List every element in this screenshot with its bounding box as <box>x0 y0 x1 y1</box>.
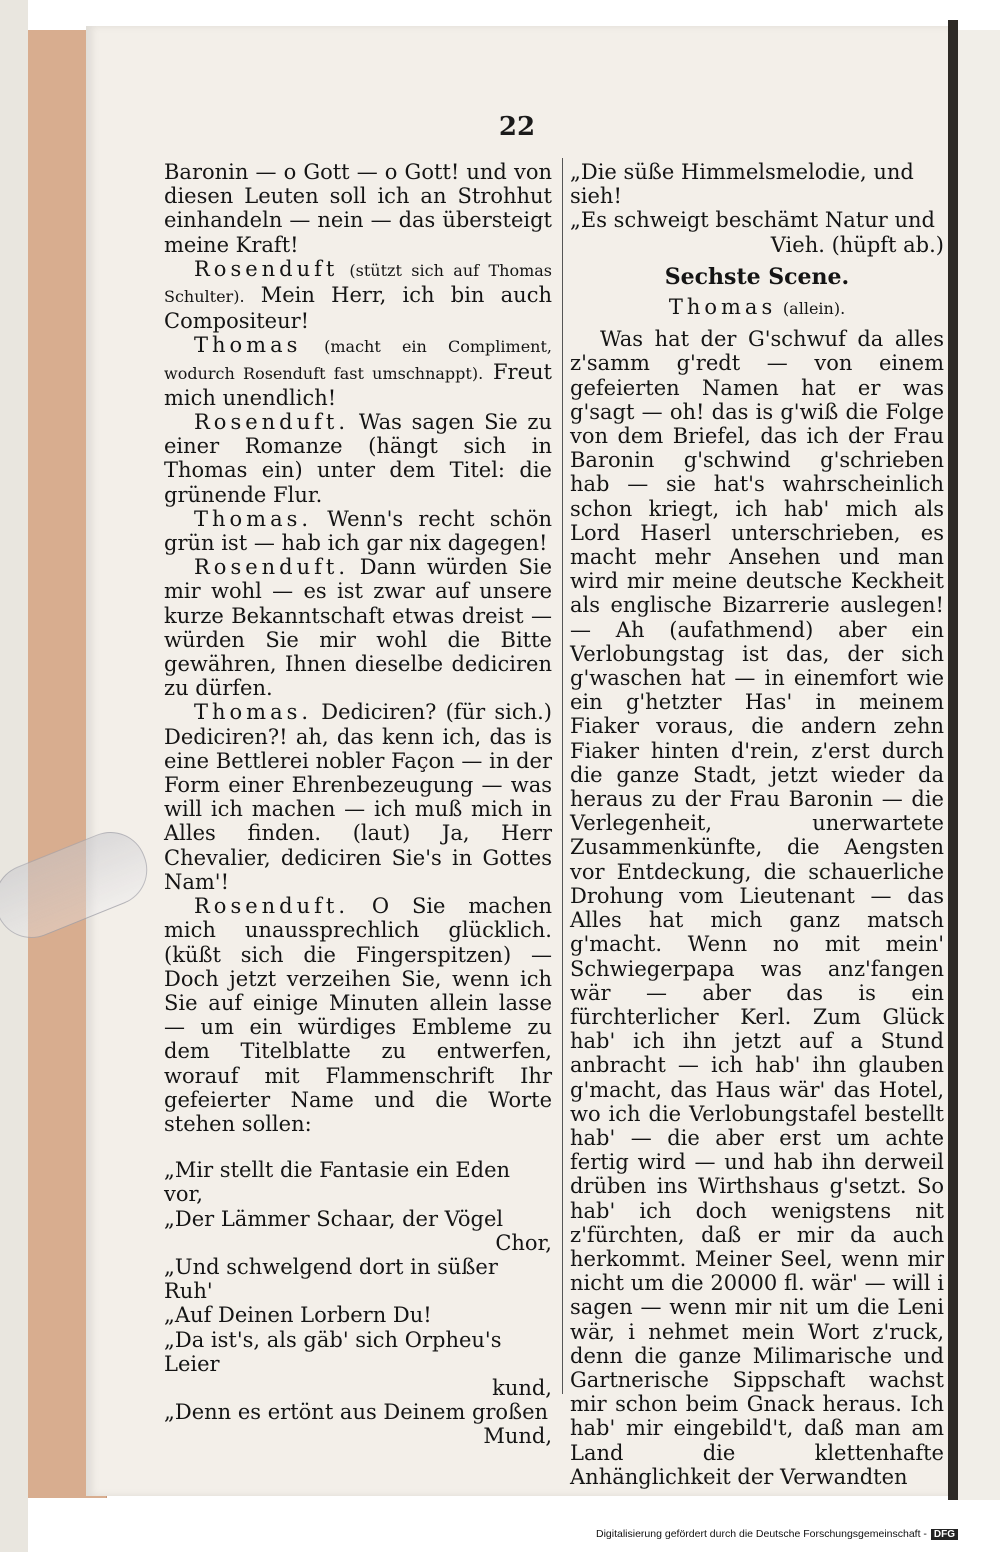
paragraph-text: Freut mich unendlich! <box>164 359 552 410</box>
poem-line: Chor, <box>495 1230 552 1255</box>
left-column <box>164 160 552 1449</box>
paragraph-text: Baronin — o Gott — o Gott! und von diesen Leuten soll ich an Strohhut einhandeln — nein — das übersteigt meine Kraft! <box>164 160 552 257</box>
paragraph <box>164 894 552 1136</box>
digitization-credit <box>596 1528 958 1540</box>
speaker: Thomas. <box>194 506 313 531</box>
credit-text: Digitalisierung gefördert durch die Deutsche Forschungsgemeinschaft - <box>596 1528 927 1540</box>
poem-line: „Und schwelgend dort in süßer Ruh' <box>164 1254 498 1304</box>
stage-direction: (stützt sich auf Thomas Schulter). <box>164 260 552 307</box>
page-gutter-shadow <box>948 20 958 1500</box>
speaker: Thomas. <box>194 700 313 725</box>
dfg-logo: DFG <box>931 1529 958 1540</box>
poem-line: „Denn es ertönt aus Deinem großen <box>164 1400 549 1425</box>
verse-line: „Es schweigt beschämt Natur und <box>570 208 935 233</box>
poem-line: „Mir stellt die Fantasie ein Eden vor, <box>164 1158 511 1207</box>
paragraph <box>164 700 552 894</box>
verse-line: „Die süße Himmelsmelodie, und sieh! <box>570 160 914 209</box>
speaker: Rosenduft. <box>194 410 350 435</box>
speaker: Thomas <box>194 333 302 358</box>
column-divider <box>562 158 563 1394</box>
paragraph-text: Dann würden Sie mir wohl — es ist zwar auf unsere kurze Bekanntschaft etwas dreist — würden Sie mir wohl die Bitte gewähren, Ihnen dieselbe dediciren zu dürfen. <box>164 555 552 701</box>
poem-block <box>164 1158 552 1448</box>
paragraph-text: O Sie machen mich unaussprechlich glücklich. (küßt sich die Fingerspitzen) — Doch jetzt verzeihen Sie, wenn ich Sie auf einige Minuten allein lasse — um ein würdiges Embleme zu dem Titelblatte zu entwerfen, worauf mit Flammenschrift Ihr gefeierter Name und die Worte stehen sollen: <box>164 894 552 1136</box>
poem-line: „Der Lämmer Schaar, der Vögel <box>164 1206 504 1231</box>
paragraph-text: Mein Herr, ich bin auch Compositeur! <box>164 283 552 334</box>
paragraph <box>164 333 552 410</box>
scene-heading: Sechste Scene. <box>664 263 850 290</box>
verse-line: Vieh. (hüpft ab.) <box>770 232 944 257</box>
monologue: Was hat der G'schwuf da alles z'samm g'redt — von einem gefeierten Namen hat er was g'sagt — oh! das is g'wiß die Folge von dem Briefel, das ich der Frau Baronin g'schwind g'schrieben hab — sie hat's wahrscheinlich schon kriegt, ich hab' mich als Lord Haserl unterschrieben, es macht mehr Ansehen und man wird mir meine deutsche Keckheit als englische Bizarrerie auslegen! — Ah (aufathmend) aber ein Verlobungstag ist das, der sich g'waschen hat — in einemfort wie ein g'hetzter Has' in meinem Fiaker voraus, die andern zehn Fiaker hinten d'rein, z'erst durch die ganze Stadt, jetzt wieder da heraus zu der Frau Baronin — die Verlegenheit, unerwartete Zusammenkünfte, die Aengsten vor Entdeckung, die schauerliche Drohung vom Lieutenant — das Alles hat mich ganz matsch g'macht. Wenn no mit mein' Schwiegerpapa was anz'fangen wär — aber das is ein fürchterlicher Kerl. Zum Glück hab' ich ihn jetzt auf a Stund anbracht — ich hab' ihn glauben g'macht, das Haus wär' das Hotel, wo ich die Verlobungstafel bestellt hab' — die aber erst um achte fertig wird — und hab ihn derweil drüben ins Wirthshaus g'setzt. So hab' ich doch wenigstens nit z'fürchten, daß er mir da auch herkommt. Meiner Seel, wenn mir nicht um die 20000 fl. wär' — will i sagen — wenn mir nit um die Leni wär, i nehmet mein Wort z'ruck, denn die ganze Milimarische und Gartnerische Sippschaft wachst mir schon beim Gnack heraus. Ich hab' mir eingebild't, daß man am Land die klettenhafte Anhänglichkeit der Verwandten <box>570 327 944 1489</box>
stage-direction: (macht ein Compliment, wodurch Rosenduft fast umschnappt). <box>164 337 552 383</box>
paragraph-text: Wenn's recht schön grün ist — hab ich gar nix dagegen! <box>164 506 552 556</box>
page-number: 22 <box>498 112 536 142</box>
paragraph <box>164 555 552 700</box>
poem-line: „Da ist's, als gäb' sich Orpheu's Leier <box>164 1327 502 1376</box>
book-page <box>86 26 948 1496</box>
scene-speaker-line <box>570 295 944 321</box>
poem-line: Mund, <box>483 1424 552 1449</box>
speaker: Rosenduft. <box>194 555 350 580</box>
poem-line: „Auf Deinen Lorbern Du! <box>164 1303 432 1328</box>
paragraph <box>164 160 552 257</box>
paragraph <box>164 410 552 507</box>
paragraph <box>164 507 552 555</box>
book-spine-edge <box>0 0 28 1552</box>
facing-page-edge <box>958 30 1000 1500</box>
speaker: Rosenduft. <box>194 894 350 919</box>
paragraph-text: Dediciren? (für sich.) Dediciren?! ah, das kenn ich, das is eine Bettlerei nobler Façon — in der Form einer Ehrenbezeugung — was will ich machen — ich muß mich in Alles finden. (laut) Ja, Herr Chevalier, dediciren Sie's in Gottes Nam'! <box>164 700 552 894</box>
speaker: Rosenduft <box>194 256 339 281</box>
poem-line: kund, <box>492 1375 552 1400</box>
right-column <box>570 160 944 1489</box>
paragraph <box>164 257 552 334</box>
speaker: Thomas <box>668 295 777 320</box>
paragraph-text: Was sagen Sie zu einer Romanze (hängt sich in Thomas ein) unter dem Titel: die grünende Flur. <box>164 410 552 507</box>
stage-direction: (allein). <box>782 299 846 319</box>
